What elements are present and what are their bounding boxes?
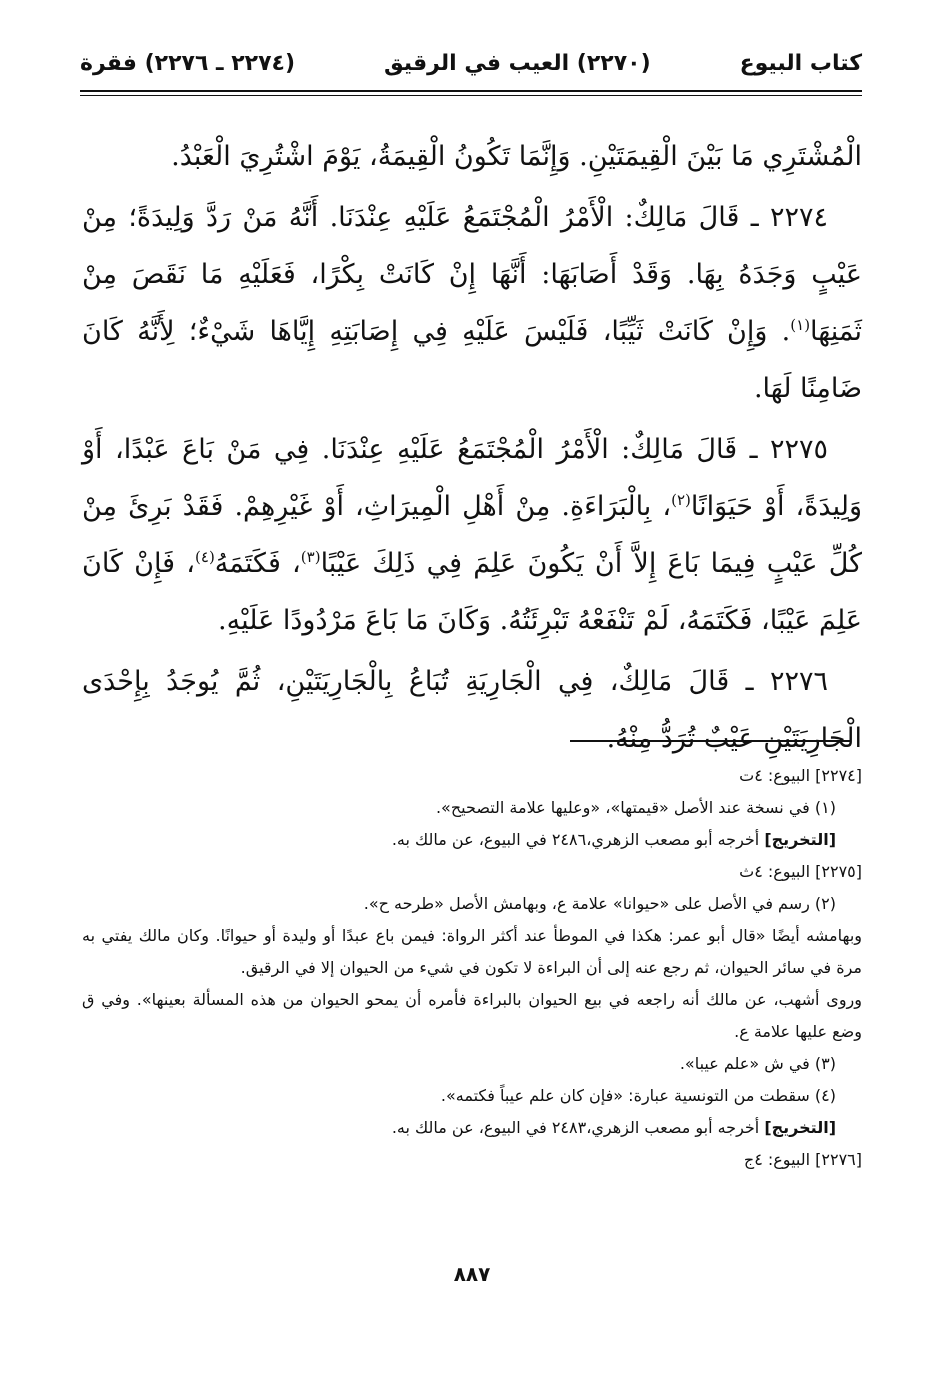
footnote-2274-takhrij: [التخريج] أخرجه أبو مصعب الزهري،٢٤٨٦ في البيوع، عن مالك به. bbox=[391, 830, 836, 849]
header-chapter-title: (٢٢٧٠) العيب في الرقيق bbox=[383, 50, 651, 76]
footnotes bbox=[82, 760, 862, 1176]
footnote-2-continued-2: وروى أشهب، عن مالك أنه راجعه في بيع الحيوان بالبراءة فأمره أن يمحو الحيوان من هذه المسألة بعينها». وفي ق وضع عليها علامة ع. bbox=[82, 990, 862, 1041]
main-text bbox=[82, 128, 862, 771]
footnote-2274-source: [٢٢٧٤] البيوع: ٤ت bbox=[739, 766, 862, 785]
paragraph-continuation: الْمُشْتَرِي مَا بَيْنَ الْقِيمَتَيْنِ. وَإِنَّمَا تَكُونُ الْقِيمَةُ، يَوْمَ اشْتُرِيَ الْعَبْدُ. bbox=[171, 141, 862, 172]
header-rule bbox=[80, 90, 862, 96]
header-book-title: كتاب البيوع bbox=[739, 50, 862, 76]
paragraph-2275: ٢٢٧٥ ـ قَالَ مَالِكٌ: الْأَمْرُ الْمُجْتَمَعُ عَلَيْهِ عِنْدَنَا. فِي مَنْ بَاعَ عَبْدًا، أَوْ وَلِيدَةً، أَوْ حَيَوَانًا$^{(٢)}$، بِالْبَرَاءَةِ. مِنْ أَهْلِ الْمِيرَاثِ، أَوْ غَيْرِهِمْ. فَقَدْ بَرِئَ مِنْ كُلِّ عَيْبٍ فِيمَا بَاعَ إِلاَّ أَنْ يَكُونَ عَلِمَ فِي ذَلِكَ عَيْبًا$^{(٣)}$، فَكَتَمَهُ$^{(٤)}$، فَإِنْ كَانَ عَلِمَ عَيْبًا، فَكَتَمَهُ، لَمْ تَنْفَعْهُ تَبْرِئَتُهُ. وَكَانَ مَا بَاعَ مَرْدُودًا عَلَيْهِ. bbox=[82, 434, 862, 636]
takhrij-label: [التخريج] bbox=[764, 830, 836, 849]
page-number: ٨٨٧ bbox=[453, 1262, 491, 1286]
footnote-separator bbox=[570, 740, 850, 742]
footnote-ref-2[interactable]: (٢) bbox=[671, 491, 691, 509]
footnote-1: (١) في نسخة عند الأصل «قيمتها»، «وعليها علامة التصحيح». bbox=[435, 798, 836, 817]
footnote-ref-1[interactable]: (١) bbox=[790, 316, 811, 334]
footnote-2: (٢) رسم في الأصل على «حيوانا» علامة ع، وبهامش الأصل «طرحه ح». bbox=[363, 894, 836, 913]
paragraph-2274: ٢٢٧٤ ـ قَالَ مَالِكٌ: الْأَمْرُ الْمُجْتَمَعُ عَلَيْهِ عِنْدَنَا. أَنَّهُ مَنْ رَدَّ وَلِيدَةً؛ مِنْ عَيْبٍ وَجَدَهُ بِهَا. وَقَدْ أَصَابَهَا: أَنَّهَا إِنْ كَانَتْ بِكْرًا، فَعَلَيْهِ مَا نَقَصَ مِنْ ثَمَنِهَا$^{(١)}$. وَإِنْ كَانَتْ ثَيِّبًا، فَلَيْسَ عَلَيْهِ فِي إِصَابَتِهِ إِيَّاهَا شَيْءٌ؛ لِأَنَّهُ كَانَ ضَامِنًا لَهَا. bbox=[82, 202, 862, 404]
footnote-2275-takhrij: [التخريج] أخرجه أبو مصعب الزهري،٢٤٨٣ في البيوع، عن مالك به. bbox=[391, 1118, 836, 1137]
footnote-2276-source: [٢٢٧٦] البيوع: ٤ج bbox=[743, 1150, 862, 1169]
running-header bbox=[80, 44, 862, 82]
footnote-2-continued: وبهامشه أيضًا «قال أبو عمر: هكذا في الموطأ عند أكثر الرواة: فيمن باع عبدًا أو وليدة أو حيوانًا. وكان مالك يفتي به مرة في سائر الحيوان، ثم رجع عنه إلى أن البراءة لا تكون في شيء من الحيوان إلا في الرقيق. bbox=[82, 926, 862, 977]
paragraph-2276: ٢٢٧٦ ـ قَالَ مَالِكٌ، فِي الْجَارِيَةِ تُبَاعُ بِالْجَارِيَتَيْنِ، ثُمَّ يُوجَدُ بِإِحْدَى الْجَارِيَتَيْنِ عَيْبٌ تُرَدُّ مِنْهُ. bbox=[82, 666, 862, 754]
footnote-ref-4[interactable]: (٤) bbox=[195, 548, 215, 566]
footnote-2275-source: [٢٢٧٥] البيوع: ٤ث bbox=[739, 862, 862, 881]
footnote-ref-3[interactable]: (٣) bbox=[300, 548, 321, 566]
footnote-3: (٣) في ش «علم عيبا». bbox=[679, 1054, 836, 1073]
footnote-4: (٤) سقطت من التونسية عبارة: «فإن كان علم عيباً فكتمه». bbox=[440, 1086, 836, 1105]
header-paragraph-range: (٢٢٧٤ ـ ٢٢٧٦) فقرة bbox=[80, 50, 295, 76]
takhrij-label: [التخريج] bbox=[764, 1118, 836, 1137]
